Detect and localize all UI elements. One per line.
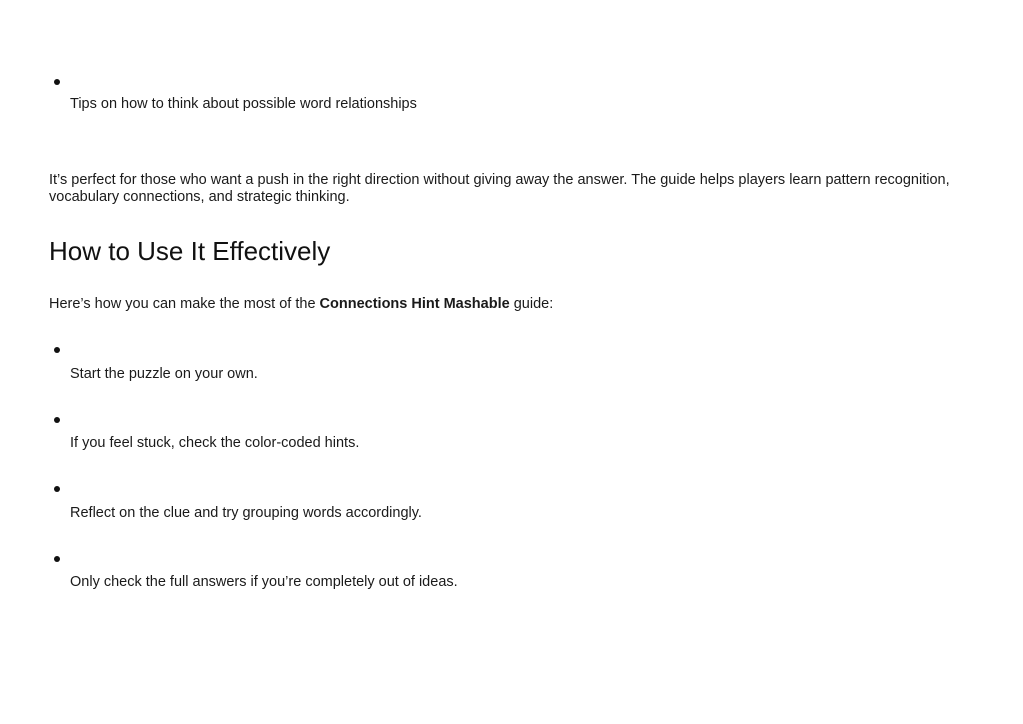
list-item-text: Only check the full answers if you’re completely out of ideas. [70, 574, 458, 590]
section-heading: How to Use It Effectively [49, 236, 331, 266]
list-item-text: Reflect on the clue and try grouping words accordingly. [70, 505, 422, 521]
lead-bold-keyword: Connections Hint Mashable [319, 296, 510, 312]
lead-text-before: Here’s how you can make the most of the [49, 296, 320, 312]
bullet-icon [54, 417, 60, 423]
list-item-text: Tips on how to think about possible word relationships [70, 96, 417, 112]
section-lead [49, 296, 979, 313]
lead-text-after: guide: [509, 296, 554, 312]
bullet-icon [54, 347, 60, 353]
list-item-text: Start the puzzle on your own. [70, 366, 258, 382]
list-item-text: If you feel stuck, check the color-coded hints. [70, 435, 360, 451]
bullet-icon [54, 79, 60, 85]
bullet-icon [54, 556, 60, 562]
intro-paragraph: It’s perfect for those who want a push in the right direction without giving away the answer. The guide helps players learn pattern recognition, vocabulary connections, and strategic thinking. [49, 172, 950, 205]
bullet-icon [54, 486, 60, 492]
